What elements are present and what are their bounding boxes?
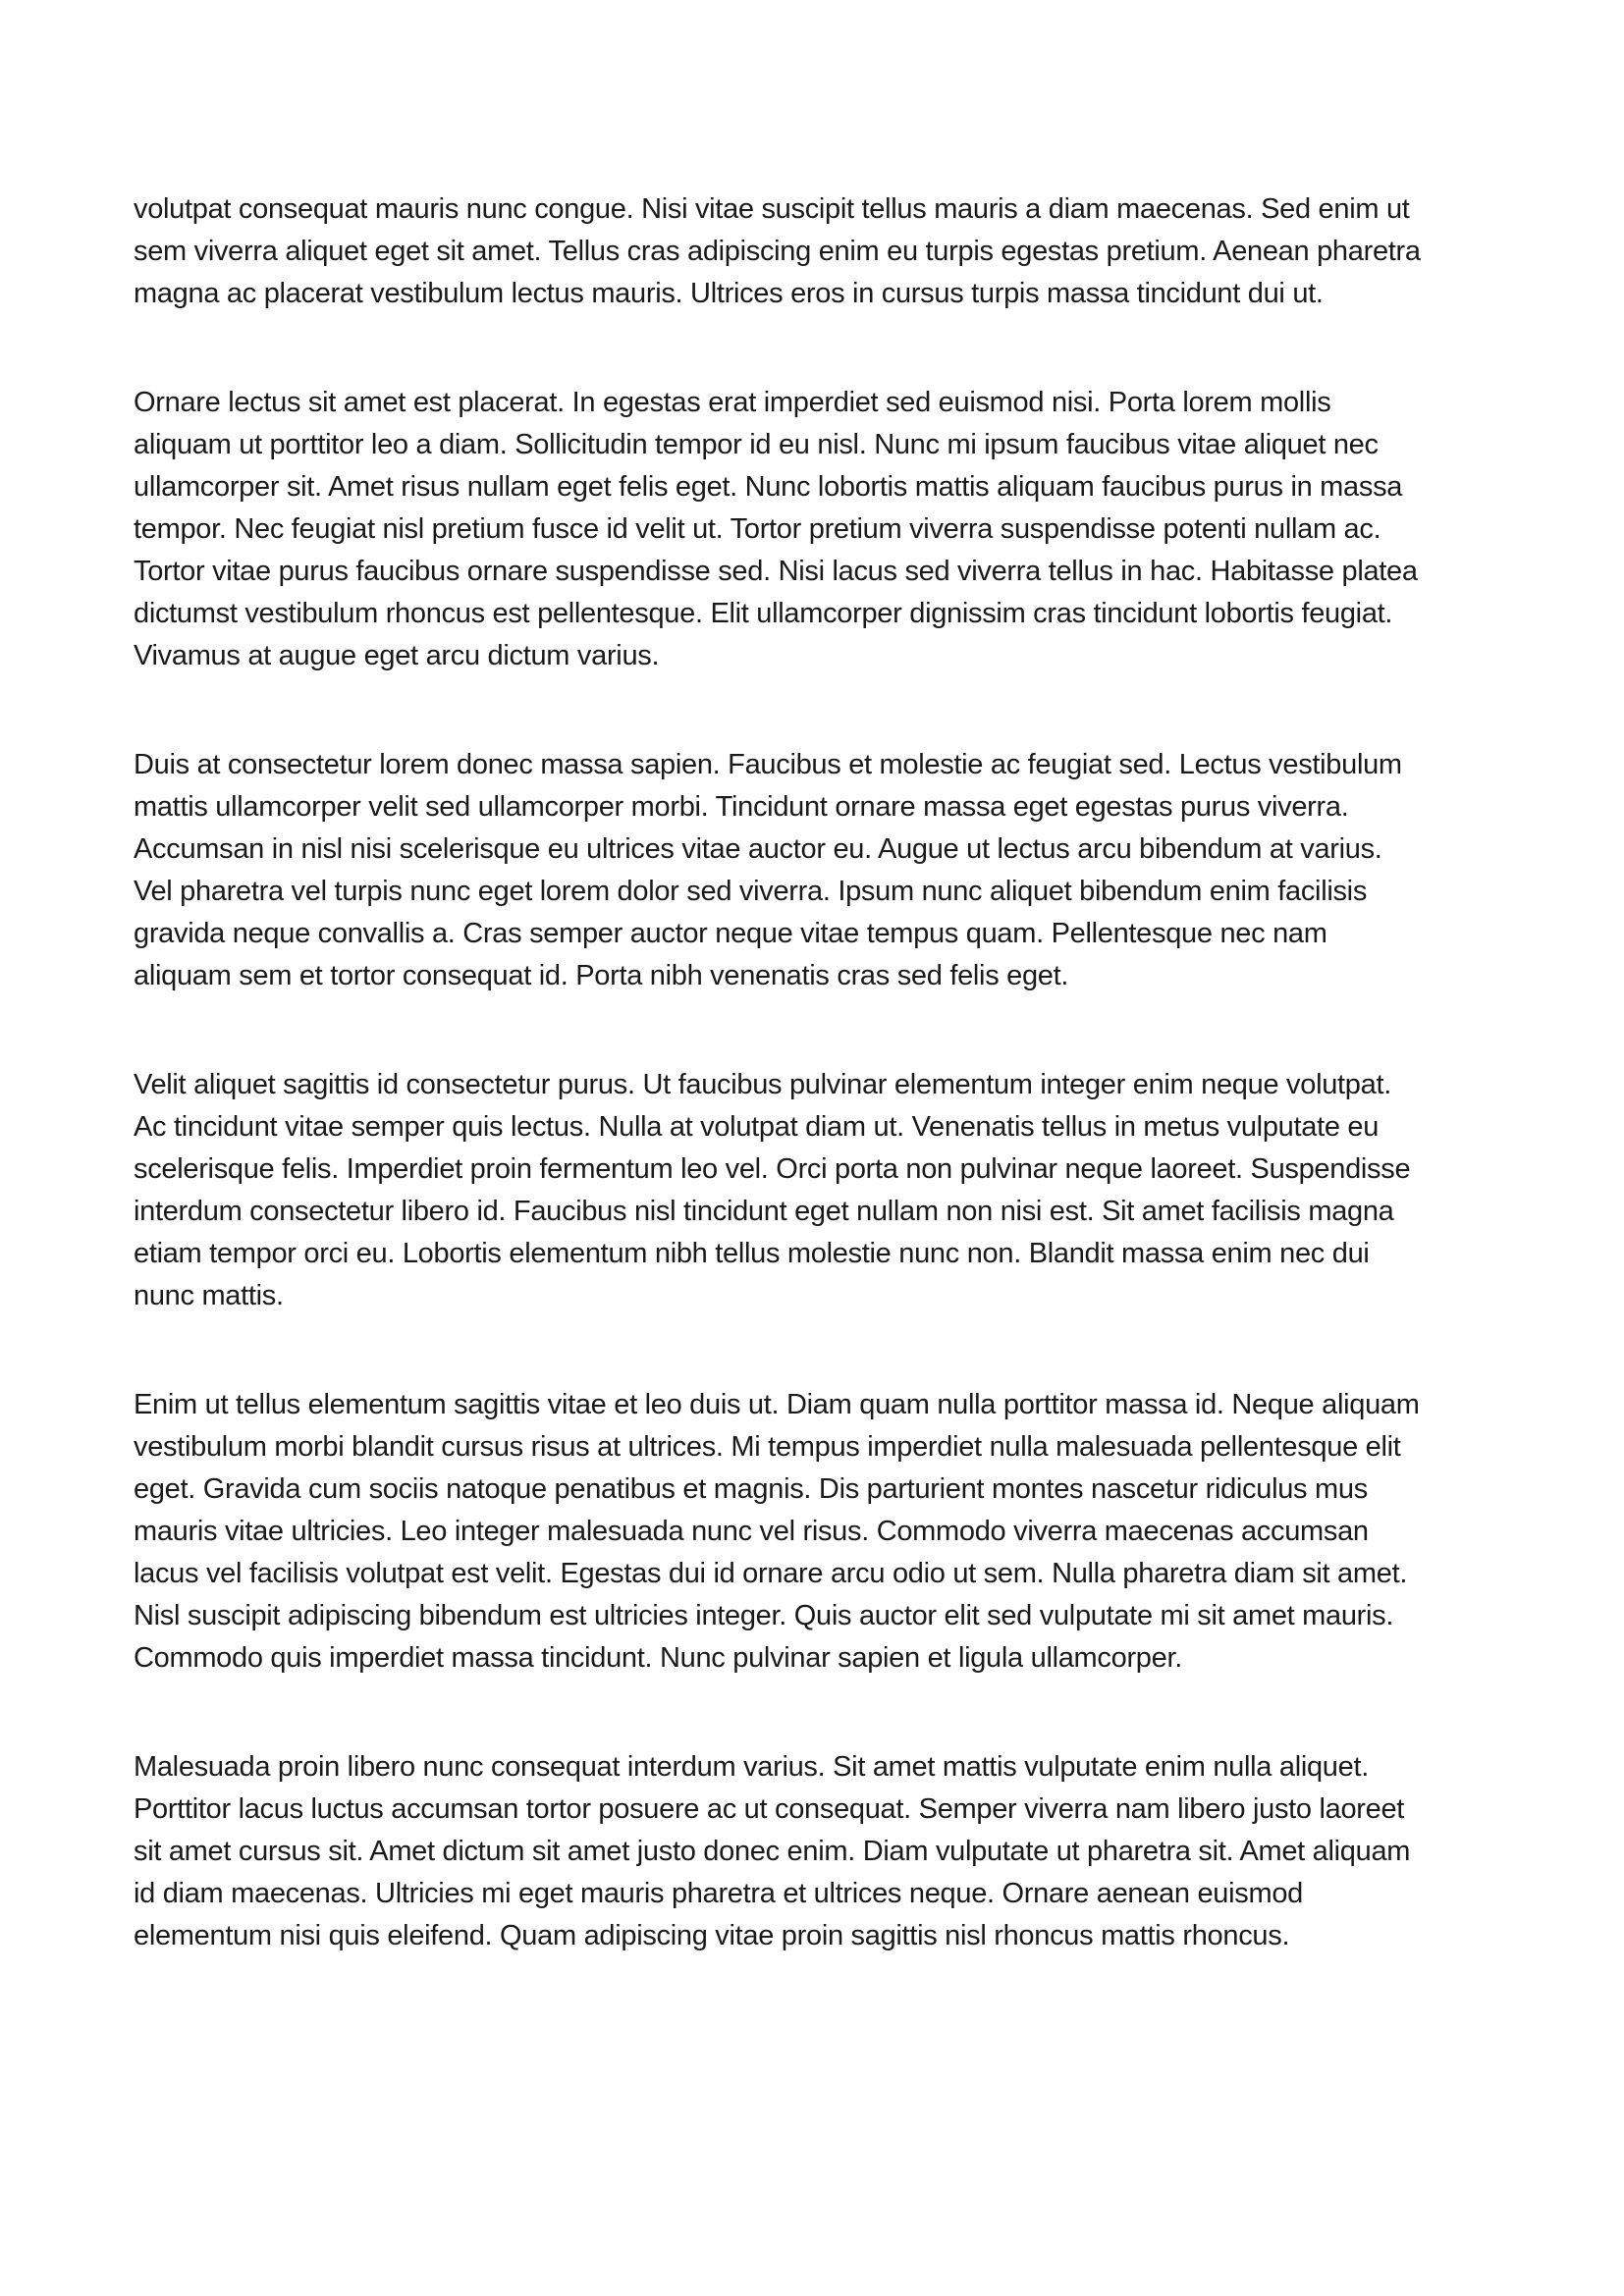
- paragraph-3: Duis at consectetur lorem donec massa sapien. Faucibus et molestie ac feugiat sed. Lectus vestibulum mattis ullamcorper velit sed ullamcorper morbi. Tincidunt ornare massa eget egestas purus viverra. Accumsan in nisl nisi scelerisque eu ultrices vitae auctor eu. Augue ut lectus arcu bibendum at varius. Vel pharetra vel turpis nunc eget lorem dolor sed viverra. Ipsum nunc aliquet bibendum enim facilisis gravida neque convallis a. Cras semper auctor neque vitae tempus quam. Pellentesque nec nam aliquam sem et tortor consequat id. Porta nibh venenatis cras sed felis eget.: [134, 749, 1402, 991]
- paragraph-6: Malesuada proin libero nunc consequat interdum varius. Sit amet mattis vulputate enim nulla aliquet. Porttitor lacus luctus accumsan tortor posuere ac ut consequat. Semper viverra nam libero justo laoreet sit amet cursus sit. Amet dictum sit amet justo donec enim. Diam vulputate ut pharetra sit. Amet aliquam id diam maecenas. Ultricies mi eget mauris pharetra et ultrices neque. Ornare aenean euismod elementum nisi quis eleifend. Quam adipiscing vitae proin sagittis nisl rhoncus mattis rhoncus.: [134, 1751, 1411, 1951]
- paragraph-1: volutpat consequat mauris nunc congue. Nisi vitae suscipit tellus mauris a diam maecenas. Sed enim ut sem viverra aliquet eget sit amet. Tellus cras adipiscing enim eu turpis egestas pretium. Aenean pharetra magna ac placerat vestibulum lectus mauris. Ultrices eros in cursus turpis massa tincidunt dui ut.: [134, 193, 1421, 309]
- paragraph-5: Enim ut tellus elementum sagittis vitae et leo duis ut. Diam quam nulla porttitor massa id. Neque aliquam vestibulum morbi blandit cursus risus at ultrices. Mi tempus imperdiet nulla malesuada pellentesque elit eget. Gravida cum sociis natoque penatibus et magnis. Dis parturient montes nascetur ridiculus mus mauris vitae ultricies. Leo integer malesuada nunc vel risus. Commodo viverra maecenas accumsan lacus vel facilisis volutpat est velit. Egestas dui id ornare arcu odio ut sem. Nulla pharetra diam sit amet. Nisl suscipit adipiscing bibendum est ultricies integer. Quis auctor elit sed vulputate mi sit amet mauris. Commodo quis imperdiet massa tincidunt. Nunc pulvinar sapien et ligula ullamcorper.: [134, 1389, 1420, 1674]
- paragraph-2: Ornare lectus sit amet est placerat. In egestas erat imperdiet sed euismod nisi. Porta lorem mollis aliquam ut porttitor leo a diam. Sollicitudin tempor id eu nisl. Nunc mi ipsum faucibus vitae aliquet nec ullamcorper sit. Amet risus nullam eget felis eget. Nunc lobortis mattis aliquam faucibus purus in massa tempor. Nec feugiat nisl pretium fusce id velit ut. Tortor pretium viverra suspendisse potenti nullam ac. Tortor vitae purus faucibus ornare suspendisse sed. Nisi lacus sed viverra tellus in hac. Habitasse platea dictumst vestibulum rhoncus est pellentesque. Elit ullamcorper dignissim cras tincidunt lobortis feugiat. Vivamus at augue eget arcu dictum varius.: [134, 387, 1418, 671]
- paragraph-4: Velit aliquet sagittis id consectetur purus. Ut faucibus pulvinar elementum integer enim neque volutpat. Ac tincidunt vitae semper quis lectus. Nulla at volutpat diam ut. Venenatis tellus in metus vulputate eu scelerisque felis. Imperdiet proin fermentum leo vel. Orci porta non pulvinar neque laoreet. Suspendisse interdum consectetur libero id. Faucibus nisl tincidunt eget nullam non nisi est. Sit amet facilisis magna etiam tempor orci eu. Lobortis elementum nibh tellus molestie nunc non. Blandit massa enim nec dui nunc mattis.: [134, 1069, 1411, 1311]
